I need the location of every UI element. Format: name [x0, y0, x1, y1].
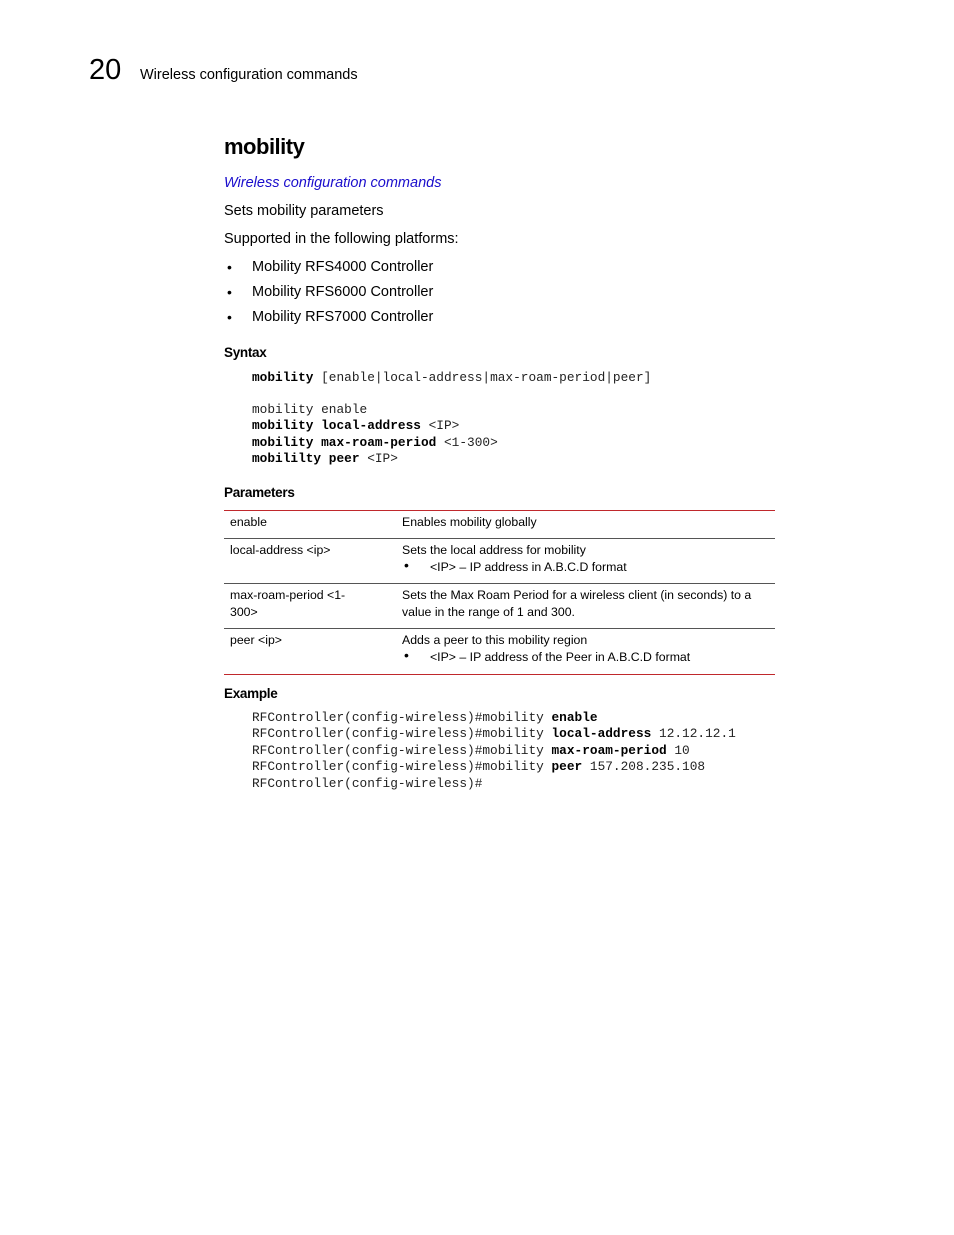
syntax-heading: Syntax: [224, 345, 267, 360]
syntax-args: <IP>: [359, 451, 398, 467]
table-row: [224, 511, 775, 539]
param-sub-bullet: • <IP> – IP address of the Peer in A.B.C.D format: [402, 649, 769, 666]
syntax-args: [enable|local-address|max-roam-period|peer]: [313, 370, 652, 385]
example-heading: Example: [224, 686, 278, 701]
example-value: 12.12.12.1: [651, 726, 736, 742]
syntax-args: <IP>: [420, 418, 460, 434]
param-desc: Sets the local address for mobility: [402, 543, 586, 557]
example-keyword: peer: [551, 759, 583, 775]
page-title: mobility: [224, 134, 305, 159]
syntax-line: mobility enable: [252, 402, 368, 417]
example-keyword: local-address: [551, 726, 652, 742]
param-name: local-address <ip>: [230, 543, 331, 557]
table-row: [224, 629, 775, 675]
param-desc: Enables mobility globally: [402, 515, 537, 529]
param-name: enable: [230, 515, 267, 529]
breadcrumb-link[interactable]: Wireless configuration commands: [224, 175, 442, 191]
param-desc: Adds a peer to this mobility region: [402, 633, 588, 647]
syntax-command: mobility max-roam-period: [252, 434, 437, 450]
platform-list: [224, 258, 433, 333]
platforms-intro: Supported in the following platforms:: [224, 231, 459, 247]
description: Sets mobility parameters: [224, 203, 384, 219]
param-desc-cell: [396, 629, 775, 675]
syntax-command: mobililty peer: [252, 451, 360, 467]
param-name-text: max-roam-period <1-300>: [230, 588, 346, 619]
example-keyword: enable: [551, 710, 598, 725]
example-prompt: RFController(config-wireless)#mobility: [252, 759, 552, 775]
example-block: [252, 710, 736, 792]
syntax-command: mobility: [252, 370, 314, 385]
parameters-table: [224, 510, 775, 675]
list-item: • Mobility RFS4000 Controller: [224, 258, 433, 283]
param-sub-bullet: • <IP> – IP address in A.B.C.D format: [402, 559, 769, 576]
syntax-line: [252, 370, 651, 386]
param-desc: Sets the Max Roam Period for a wireless client (in seconds) to a value in the range of 1 and 300.: [402, 588, 752, 619]
table-row: [224, 584, 775, 629]
example-prompt: RFController(config-wireless)#mobility: [252, 726, 552, 742]
list-item: • Mobility RFS6000 Controller: [224, 283, 433, 308]
chapter-title: Wireless configuration commands: [140, 67, 358, 83]
param-name: peer <ip>: [230, 633, 282, 647]
chapter-number: 20: [89, 54, 122, 86]
list-item: • Mobility RFS7000 Controller: [224, 308, 433, 333]
param-name: [224, 584, 396, 629]
syntax-block: [252, 402, 498, 468]
table-row: [224, 539, 775, 584]
example-value: 10: [666, 742, 690, 758]
syntax-args: <1-300>: [436, 434, 498, 450]
example-keyword: max-roam-period: [551, 742, 667, 758]
param-desc-cell: [396, 539, 775, 584]
example-prompt: RFController(config-wireless)#: [252, 775, 483, 791]
parameters-heading: Parameters: [224, 485, 295, 500]
example-prompt: RFController(config-wireless)#mobility: [252, 742, 552, 758]
example-prompt: RFController(config-wireless)#mobility: [252, 710, 552, 725]
example-value: 157.208.235.108: [582, 759, 706, 775]
syntax-command: mobility local-address: [252, 418, 421, 434]
